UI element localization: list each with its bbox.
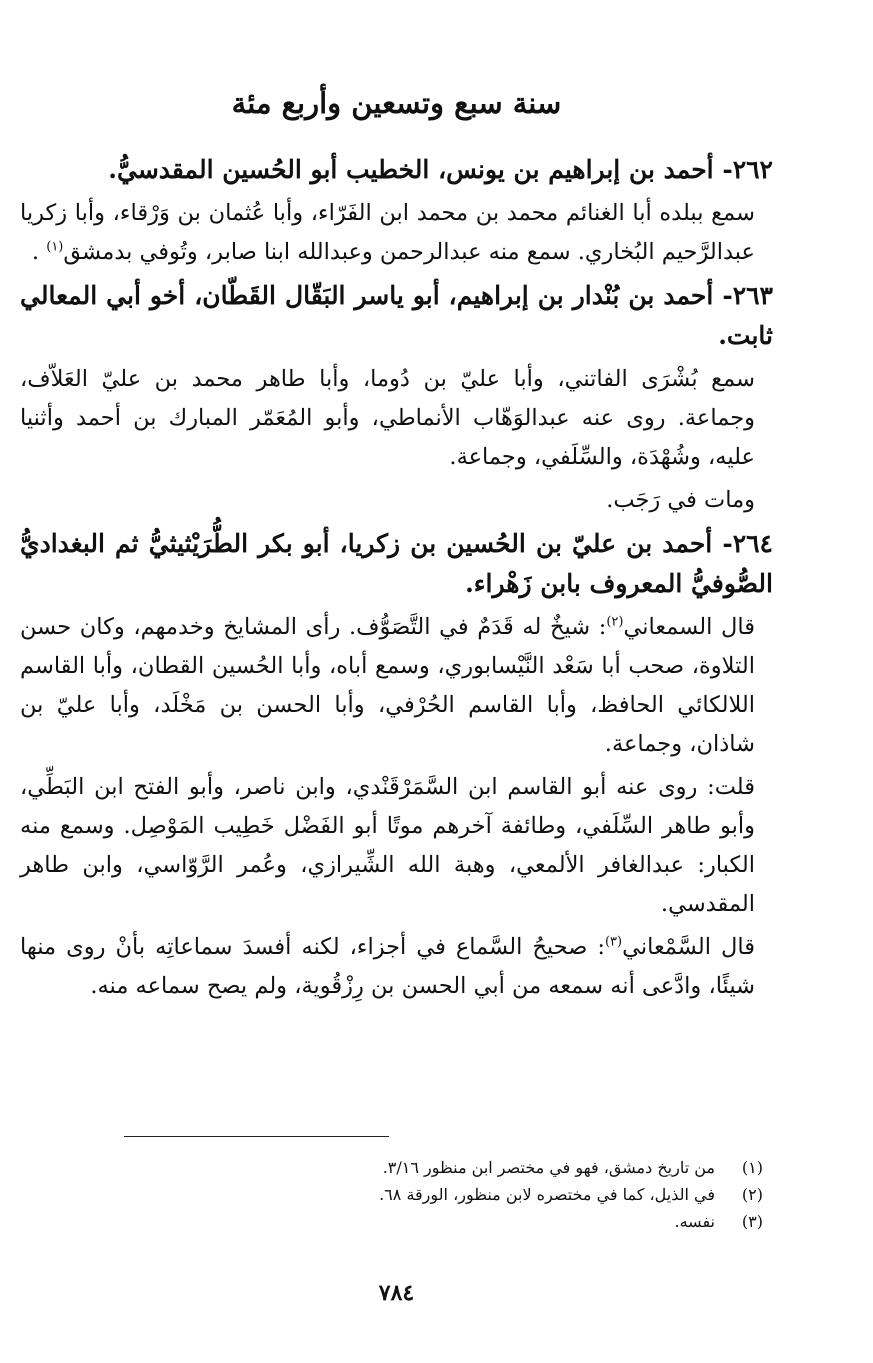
footnote-marker[interactable]: (٢) [606, 614, 624, 630]
entry-heading-262: ٢٦٢- أحمد بن إبراهيم بن يونس، الخطيب أبو الحُسين المقدسيُّ. [108, 155, 773, 184]
footnote-1 [20, 1154, 763, 1181]
page [20, 0, 773, 1363]
footnote-text: في الذيل، كما في مختصره لابن منظور، الورقة ٦٨. [379, 1185, 715, 1204]
entry-body-264-samani [20, 608, 773, 764]
entry-text: : صحيحُ السَّماع في أجزاء، لكنه أفسدَ سماعاتِه بأنْ روى منها شيئًا، وادَّعى أنه سمعه من أبي الحسن بن رِزْقُوية، ولم يصح سماعه منه. [20, 934, 755, 999]
entry-text: قال السَّمْعاني [622, 934, 755, 960]
entry-body-263-death: ومات في رَجَب. [606, 487, 755, 513]
footnote-2 [20, 1181, 763, 1208]
footnotes [20, 1154, 763, 1235]
footnote-number: (٢) [741, 1185, 763, 1204]
entry-text: قال السمعاني [623, 614, 755, 640]
entry-body-263: سمع بُشْرَى الفاتني، وأبا عليّ بن دُوما، وأبا طاهر محمد بن عليّ العَلاّف، وجماعة. روى عنه عبدالوَهّاب الأنماطي، وأبو المُعَمّر المبارك بن أحمد وأثنيا عليه، وشُهْدَة، والسِّلَفي، وجماعة. [20, 366, 755, 470]
footnote-divider [124, 1136, 389, 1137]
footnote-3 [20, 1208, 763, 1235]
footnote-text: من تاريخ دمشق، فهو في مختصر ابن منظور ٣/١٦. [382, 1158, 715, 1177]
entry-body-262: سمع ببلده أبا الغنائم محمد بن محمد ابن الفَرّاء، وأبا عُثمان بن وَرْقاء، وأبا زكريا عبدالرَّحيم البُخاري. سمع منه عبدالرحمن وعبدالله ابنا صابر، وتُوفي بدمشق$^{(١)}$ . [20, 200, 755, 265]
entry-text: : شيخٌ له قَدَمٌ في التَّصَوُّف. رأى المشايخ وخدمهم، وكان حسن التلاوة، صحب أبا سَعْد النَّيْسابوري، وسمع أباه، وأبا الحُسين القطان، وأبا القاسم اللالكائي الحافظ، وأبا القاسم الحُرْفي، وأبا الحسن بن مَخْلَد، وأبا عليّ بن شاذان، وجماعة. [20, 614, 755, 757]
page-title: سنة سبع وتسعين وأربع مئة [231, 86, 562, 120]
entry-heading-264: ٢٦٤- أحمد بن عليّ بن الحُسين بن زكريا، أبو بكر الطُّرَيْثيثيُّ ثم البغداديُّ الصُّوفيُّ المعروف بابن زَهْراء. [20, 529, 773, 598]
entry-body-264-qult: قلت: روى عنه أبو القاسم ابن السَّمَرْقَنْدي، وابن ناصر، وأبو الفتح ابن البَطِّي، وأبو طاهر السِّلَفي، وطائفة آخرهم موتًا أبو الفَضْل خَطِيب المَوْصِل. وسمع منه الكبار: عبدالغافر الألمعي، وهبة الله الشِّيرازي، وعُمر الرَّوّاسي، وابن طاهر المقدسي. [20, 774, 755, 917]
footnote-text: نفسه. [674, 1212, 715, 1231]
footnote-number: (٣) [741, 1212, 763, 1231]
entry-body-264-samani-2 [20, 928, 773, 1006]
entry-heading-263: ٢٦٣- أحمد بن بُنْدار بن إبراهيم، أبو ياسر البَقّال القَطّان، أخو أبي المعالي ثابت. [20, 281, 773, 350]
footnote-marker[interactable]: (١) [46, 239, 64, 255]
entries [20, 150, 773, 1010]
page-number: ٧٨٤ [378, 1280, 415, 1306]
footnote-marker[interactable]: (٣) [604, 934, 623, 950]
entry-text: سمع ببلده أبا الغنائم محمد بن محمد ابن الفَرّاء، وأبا عُثمان بن وَرْقاء، وأبا زكريا عبدالرَّحيم البُخاري. سمع منه عبدالرحمن وعبدالله ابنا صابر، وتُوفي بدمشق [20, 200, 755, 265]
footnote-number: (١) [741, 1158, 763, 1177]
